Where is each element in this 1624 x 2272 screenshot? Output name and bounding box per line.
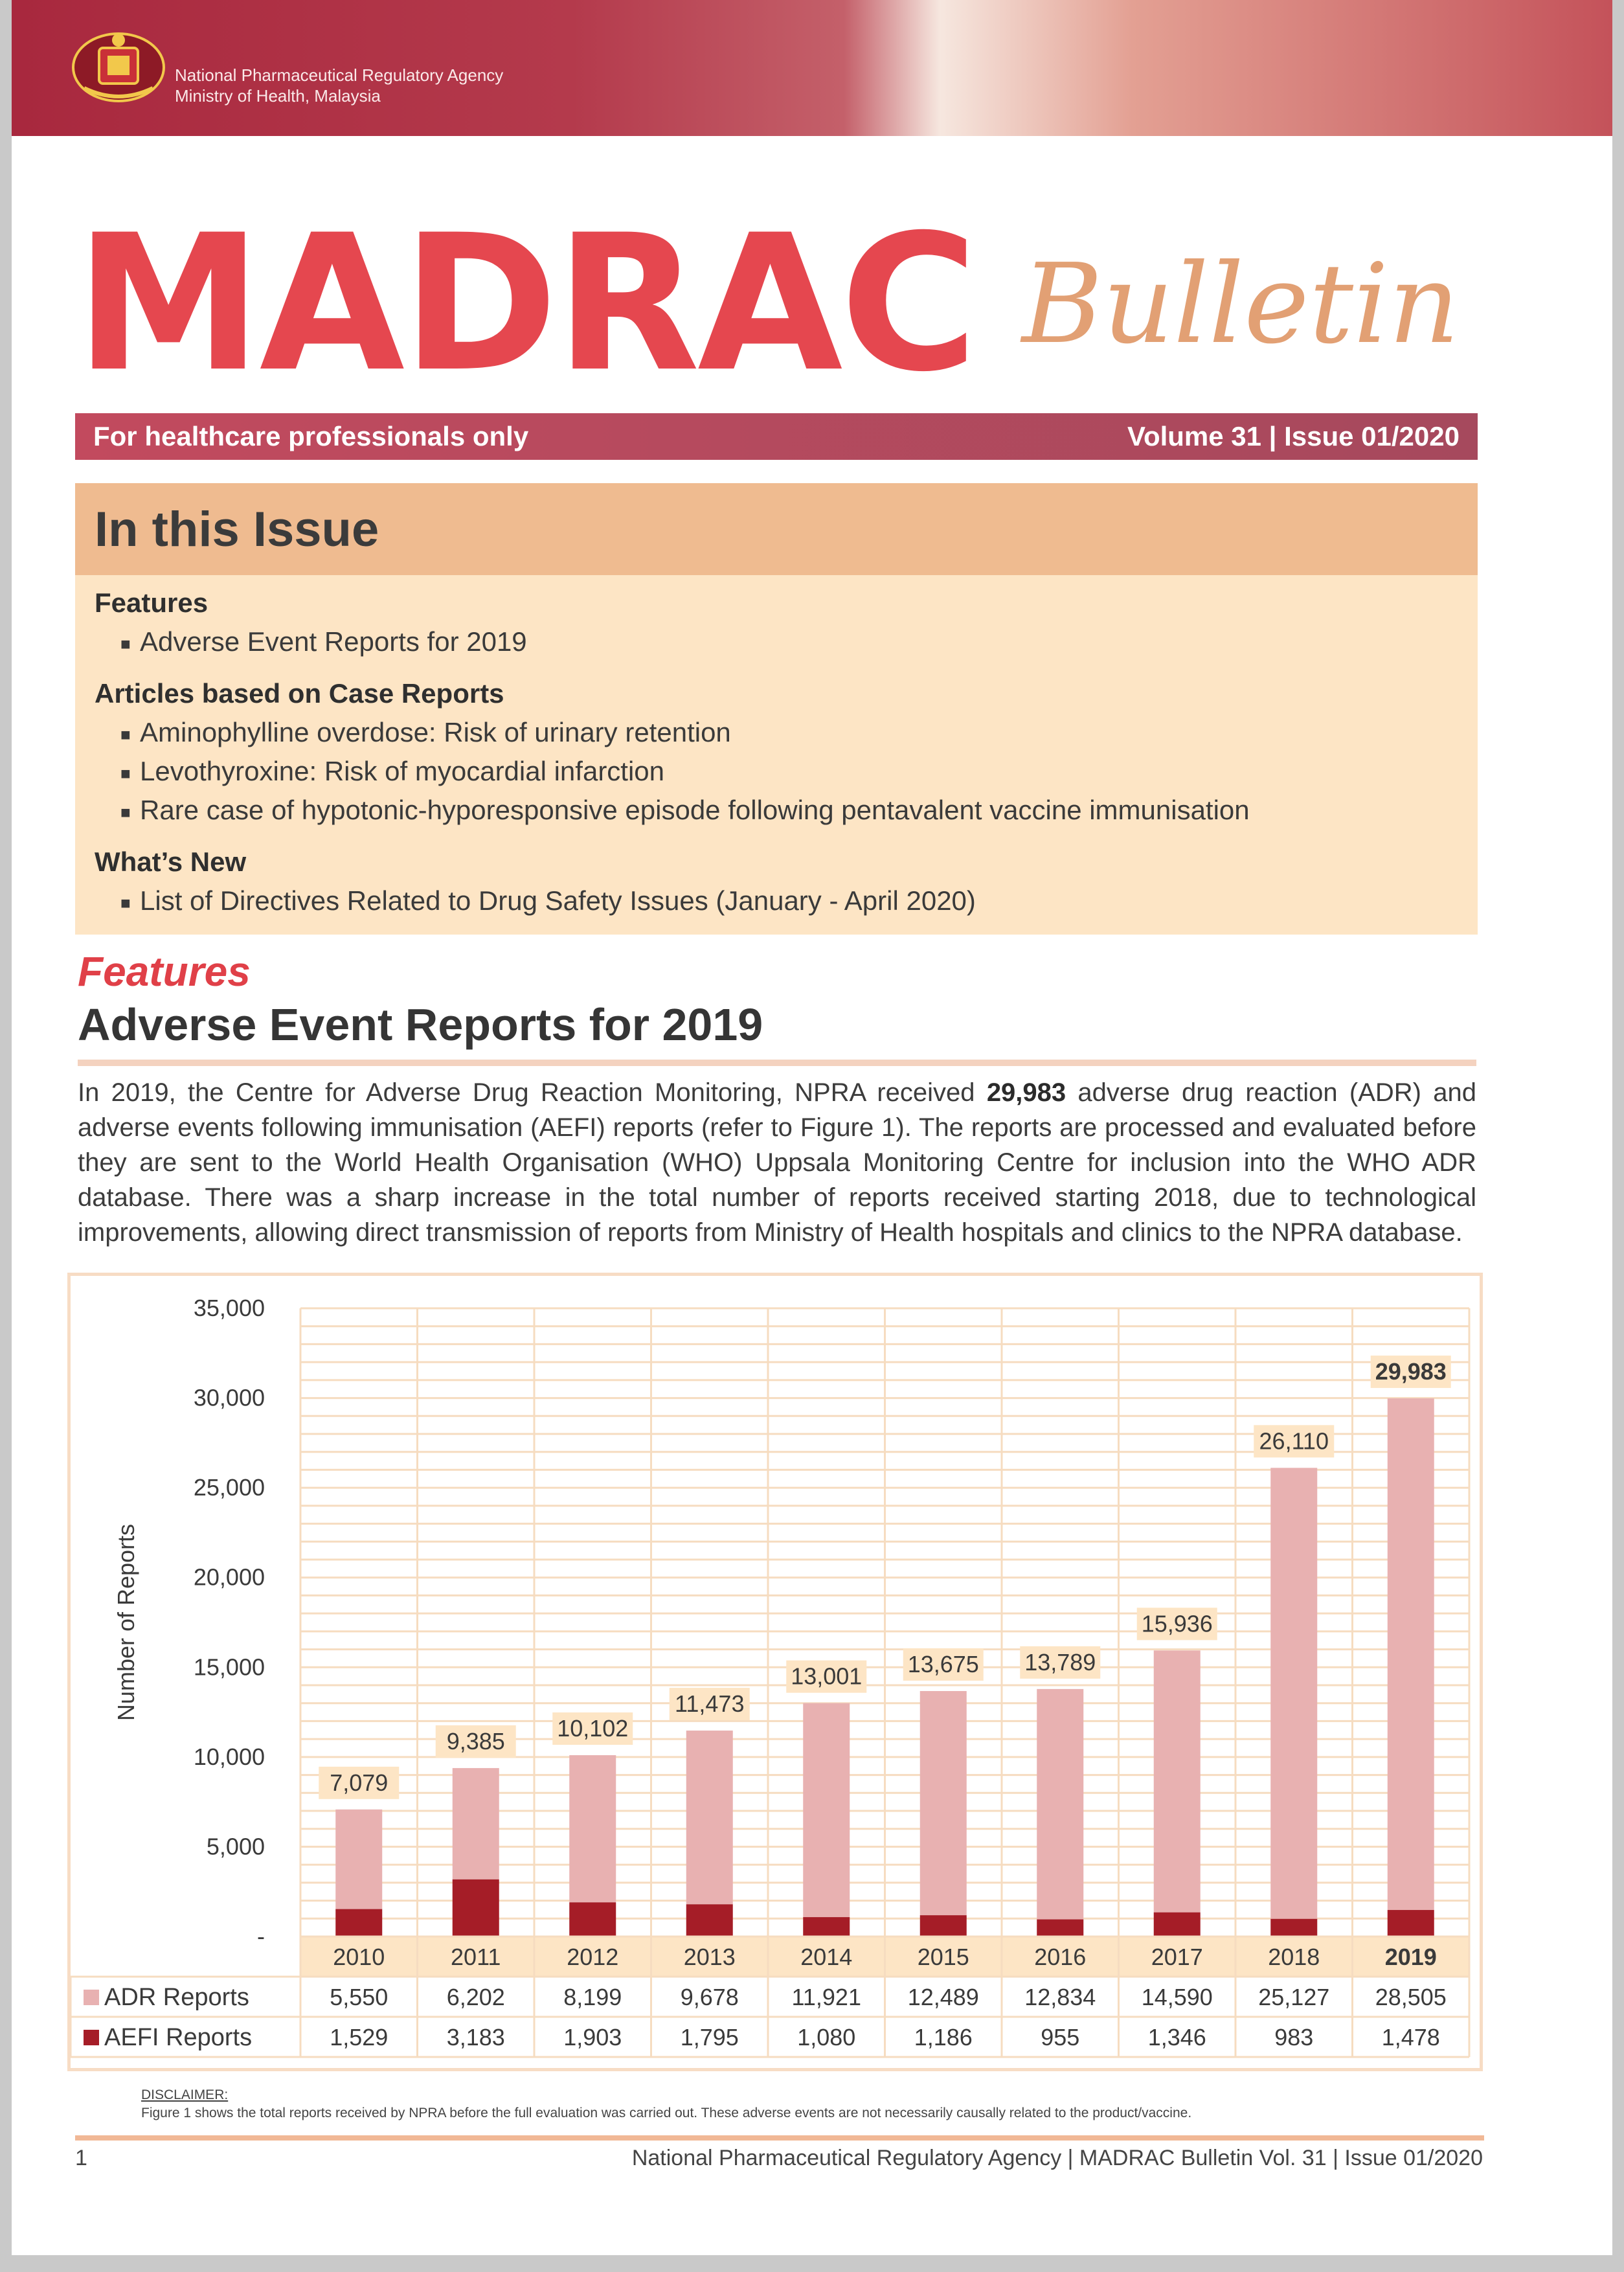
bar-adr <box>803 1703 850 1917</box>
disclaimer-text: Figure 1 shows the total reports received by NPRA before the full evaluation was carried out. These adverse events are not necessarily causally related to the product/vaccine. <box>141 2106 1192 2120</box>
bar-aefi <box>920 1915 967 1937</box>
bar-aefi <box>1388 1910 1434 1937</box>
feature-title: Adverse Event Reports for 2019 <box>78 999 763 1050</box>
bar-adr <box>1037 1689 1083 1920</box>
y-tick-label: 5,000 <box>206 1833 265 1860</box>
bar-adr <box>569 1755 616 1902</box>
toc-item-label: Adverse Event Reports for 2019 <box>140 626 527 657</box>
aefi-cell: 1,529 <box>330 2024 389 2050</box>
feature-divider <box>78 1060 1476 1066</box>
aefi-cell: 1,186 <box>914 2024 973 2050</box>
toc-item-label: Rare case of hypotonic-hyporesponsive episode following pentavalent vaccine immunisation <box>140 795 1250 825</box>
footer-divider <box>75 2135 1484 2141</box>
total-data-label: 10,102 <box>557 1715 629 1742</box>
adr-cell: 14,590 <box>1141 1984 1213 2010</box>
y-tick-label: 20,000 <box>193 1563 265 1591</box>
tagline: For healthcare professionals only <box>93 421 529 451</box>
bar-aefi <box>1037 1920 1083 1937</box>
total-data-label: 11,473 <box>675 1690 745 1718</box>
bar-adr <box>686 1731 733 1904</box>
legend-label-adr: ADR Reports <box>104 1984 249 2011</box>
intro-text: adverse drug reaction (ADR) and adverse events following immunisation (AEFI) reports (refer to Figure 1). The reports are processed and evaluated before they are sent to the World Health Organisation (WHO) Uppsala Monitoring Centre for inclusion into the WHO ADR database. There was a sharp increase in the total number of reports received starting 2018, due to technological improvements, allowing direct transmission of reports from Ministry of Health hospitals and clinics to the NPRA database. <box>78 1078 1476 1247</box>
figure-1-chart <box>67 1273 1483 2071</box>
bar-adr <box>1154 1650 1201 1912</box>
coat-of-arms-logo <box>70 28 167 106</box>
bar-adr <box>920 1691 967 1915</box>
bullet-icon: ■ <box>120 633 131 653</box>
total-data-label: 7,079 <box>330 1769 389 1796</box>
toc-body <box>75 575 1478 935</box>
aefi-cell: 1,346 <box>1147 2024 1206 2050</box>
adr-cell: 12,489 <box>907 1984 979 2010</box>
bar-aefi <box>686 1904 733 1937</box>
chart-svg <box>71 1276 1480 2068</box>
toc-section-title: Features <box>95 587 209 618</box>
adr-cell: 6,202 <box>446 1984 505 2010</box>
adr-cell: 12,834 <box>1024 1984 1096 2010</box>
aefi-cell: 1,080 <box>797 2024 856 2050</box>
adr-cell: 8,199 <box>563 1984 622 2010</box>
toc-header <box>75 483 1478 575</box>
bar-aefi <box>569 1902 616 1937</box>
toc-section-title: What’s New <box>95 846 247 877</box>
feature-kicker: Features <box>78 948 251 995</box>
toc-item-label: List of Directives Related to Drug Safety Issues (January - April 2020) <box>140 885 976 916</box>
y-tick-label: 30,000 <box>193 1384 265 1411</box>
footer-text: National Pharmaceutical Regulatory Agency | MADRAC Bulletin Vol. 31 | Issue 01/2020 <box>631 2146 1483 2170</box>
bar-aefi <box>1270 1919 1317 1937</box>
x-tick-label: 2012 <box>567 1944 619 1970</box>
masthead-title: MADRAC <box>75 195 976 413</box>
total-data-label: 13,001 <box>791 1663 863 1690</box>
bullet-icon: ■ <box>120 892 131 913</box>
total-data-label: 26,110 <box>1259 1427 1329 1455</box>
adr-cell: 11,921 <box>791 1984 861 2010</box>
bar-adr <box>1388 1398 1434 1910</box>
agency-name <box>175 65 503 106</box>
x-tick-label: 2014 <box>800 1944 853 1970</box>
x-tick-label: 2010 <box>333 1944 385 1970</box>
bar-aefi <box>453 1880 499 1937</box>
tagline-bar <box>75 413 1478 460</box>
agency-line-1: National Pharmaceutical Regulatory Agency <box>175 65 504 85</box>
aefi-cell: 1,478 <box>1381 2024 1440 2050</box>
bar-adr <box>1270 1468 1317 1918</box>
intro-text: In 2019, the Centre for Adverse Drug Reaction Monitoring, NPRA received <box>78 1078 987 1107</box>
legend-swatch-adr <box>84 1990 99 2005</box>
bullet-icon: ■ <box>120 763 131 783</box>
toc-item[interactable] <box>120 885 976 919</box>
x-tick-label: 2013 <box>683 1944 736 1970</box>
adr-cell: 25,127 <box>1258 1984 1330 2010</box>
total-data-label: 9,385 <box>446 1727 505 1755</box>
agency-line-2: Ministry of Health, Malaysia <box>175 86 381 106</box>
intro-total: 29,983 <box>986 1078 1066 1107</box>
toc-heading: In this Issue <box>95 502 379 557</box>
total-data-label: 13,789 <box>1024 1648 1096 1676</box>
toc-item[interactable] <box>120 755 664 790</box>
x-tick-label: 2017 <box>1151 1944 1203 1970</box>
y-tick-label: 10,000 <box>193 1743 265 1770</box>
bar-aefi <box>1154 1913 1201 1937</box>
bullet-icon: ■ <box>120 802 131 822</box>
page-number: 1 <box>75 2146 87 2170</box>
total-data-label: 15,936 <box>1141 1610 1213 1637</box>
adr-cell: 9,678 <box>680 1984 739 2010</box>
aefi-cell: 1,795 <box>680 2024 739 2050</box>
toc-item[interactable] <box>120 716 731 751</box>
toc-item-label: Aminophylline overdose: Risk of urinary retention <box>140 717 731 747</box>
y-tick-label: - <box>257 1923 265 1949</box>
x-tick-label: 2015 <box>917 1944 969 1970</box>
disclaimer-title: DISCLAIMER: <box>141 2087 229 2102</box>
toc-section-title: Articles based on Case Reports <box>95 678 504 709</box>
adr-cell: 5,550 <box>330 1984 389 2010</box>
total-data-label: 13,675 <box>907 1651 979 1678</box>
legend-swatch-aefi <box>84 2030 99 2045</box>
y-tick-label: 25,000 <box>193 1474 265 1501</box>
y-tick-label: 35,000 <box>193 1295 265 1321</box>
issue-label: Volume 31 | Issue 01/2020 <box>1127 421 1460 451</box>
aefi-cell: 983 <box>1274 2024 1314 2050</box>
y-tick-label: 15,000 <box>193 1653 265 1681</box>
bar-adr <box>453 1768 499 1880</box>
toc-item-label: Levothyroxine: Risk of myocardial infarction <box>140 756 665 786</box>
x-tick-label: 2016 <box>1034 1944 1087 1970</box>
legend-label-aefi: AEFI Reports <box>104 2024 253 2051</box>
aefi-cell: 955 <box>1041 2024 1080 2050</box>
bar-adr <box>335 1810 382 1909</box>
adr-cell: 28,505 <box>1375 1984 1447 2010</box>
toc-item[interactable] <box>120 626 527 660</box>
bulletin-page <box>12 0 1612 2255</box>
aefi-cell: 1,903 <box>563 2024 622 2050</box>
bar-aefi <box>335 1909 382 1937</box>
masthead-script: Bulletin <box>1022 240 1460 369</box>
bullet-icon: ■ <box>120 724 131 744</box>
y-axis-title: Number of Reports <box>113 1523 139 1721</box>
header-band <box>12 0 1612 136</box>
toc-item[interactable] <box>120 794 1250 828</box>
aefi-cell: 3,183 <box>446 2024 505 2050</box>
total-data-label: 29,983 <box>1375 1358 1447 1385</box>
intro-paragraph <box>78 1075 1476 1250</box>
x-tick-label: 2011 <box>451 1944 501 1970</box>
bar-aefi <box>803 1917 850 1937</box>
x-tick-label: 2018 <box>1268 1944 1320 1970</box>
x-tick-label: 2019 <box>1384 1944 1437 1970</box>
